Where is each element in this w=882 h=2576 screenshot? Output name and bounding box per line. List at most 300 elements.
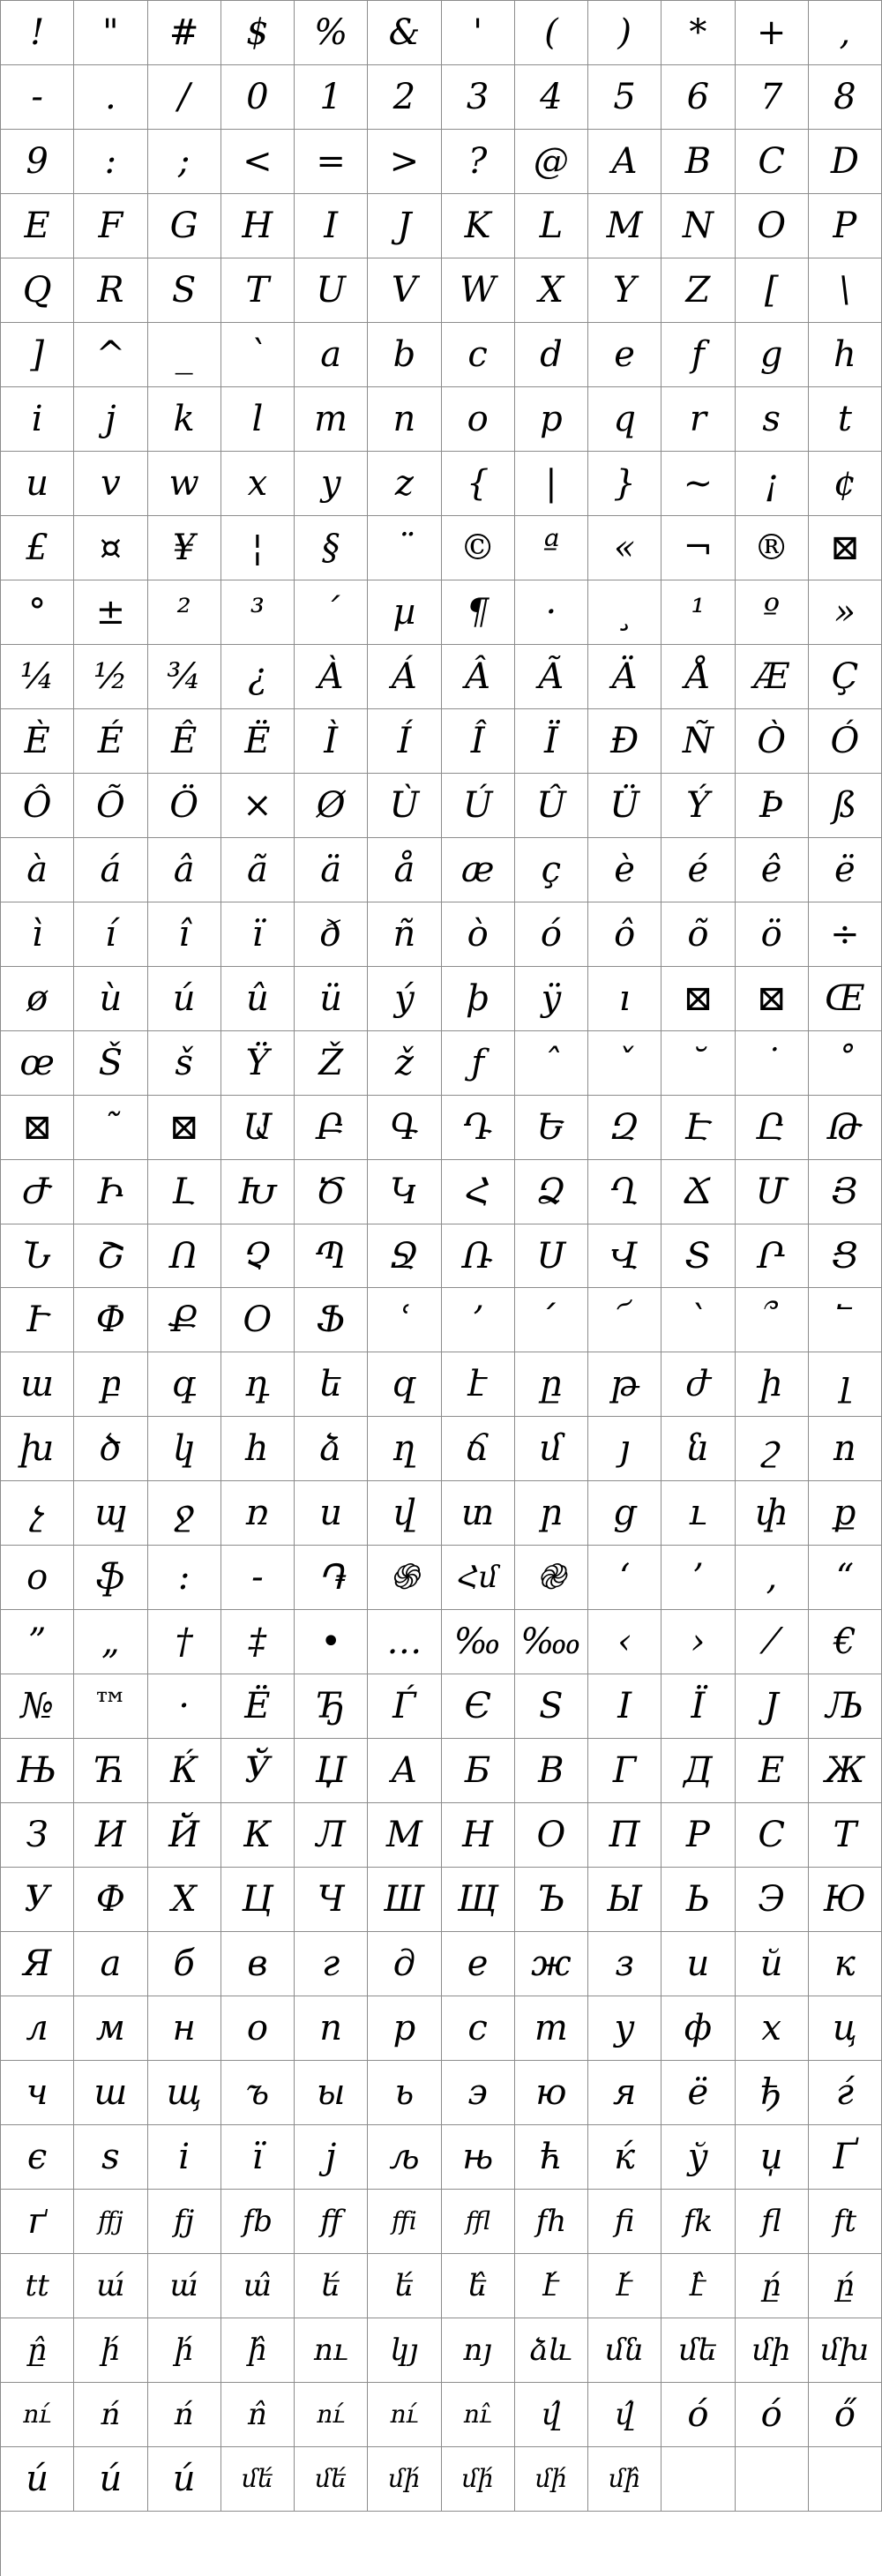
glyph-cell: ւ — [662, 1481, 735, 1546]
glyph-cell: ճ — [442, 1417, 515, 1481]
glyph-cell: ¥ — [148, 516, 221, 580]
glyph-cell: P — [809, 194, 882, 258]
glyph-cell: ! — [1, 1, 74, 65]
glyph-cell: ı — [588, 967, 662, 1031]
glyph-cell: 3 — [442, 65, 515, 130]
glyph-cell: % — [295, 1, 368, 65]
glyph-cell: ² — [148, 580, 221, 645]
glyph-cell: մն — [588, 2318, 662, 2383]
glyph-cell: ý — [368, 967, 441, 1031]
glyph-cell: ß — [809, 774, 882, 838]
glyph-cell: † — [148, 1610, 221, 1674]
glyph-cell: Й — [148, 1803, 221, 1868]
glyph-cell: Ê — [148, 709, 221, 774]
glyph-cell: Զ — [588, 1096, 662, 1160]
glyph-cell: ֎ — [515, 1546, 588, 1610]
glyph-cell: fh — [515, 2190, 588, 2254]
glyph-cell: մ — [515, 1417, 588, 1481]
glyph-cell: î — [148, 902, 221, 967]
glyph-cell: ˇ — [588, 1031, 662, 1096]
glyph-cell: К — [221, 1803, 295, 1868]
glyph-cell: ™ — [74, 1674, 147, 1739]
glyph-cell: > — [368, 130, 441, 194]
glyph-cell: ffj — [74, 2190, 147, 2254]
glyph-cell: t — [809, 387, 882, 452]
glyph-cell: ë — [809, 838, 882, 902]
glyph-cell: i — [1, 387, 74, 452]
glyph-cell: Ղ — [588, 1160, 662, 1224]
glyph-cell: Е — [736, 1739, 809, 1803]
glyph-cell: ջ — [148, 1481, 221, 1546]
glyph-cell: : — [148, 1546, 221, 1610]
glyph-cell: fj — [148, 2190, 221, 2254]
glyph-cell: и — [662, 1932, 735, 1996]
glyph-cell: M — [588, 194, 662, 258]
glyph-cell: W — [442, 258, 515, 323]
empty-glyph-cell — [736, 2447, 809, 2512]
glyph-cell: & — [368, 1, 441, 65]
glyph-cell: Ј — [736, 1674, 809, 1739]
glyph-cell: ու́ — [1, 2383, 74, 2447]
glyph-cell: ) — [588, 1, 662, 65]
glyph-cell: ( — [515, 1, 588, 65]
glyph-cell: ՜ — [588, 1288, 662, 1352]
glyph-cell: Ճ — [662, 1160, 735, 1224]
glyph-cell: Р — [662, 1803, 735, 1868]
glyph-cell: ž — [368, 1031, 441, 1096]
glyph-cell: Ó — [809, 709, 882, 774]
glyph-cell: I — [295, 194, 368, 258]
glyph-cell: Օ — [221, 1288, 295, 1352]
glyph-cell: C — [736, 130, 809, 194]
glyph-cell: Ÿ — [221, 1031, 295, 1096]
glyph-cell: Ր — [736, 1224, 809, 1289]
glyph-cell: Š — [74, 1031, 147, 1096]
glyph-cell: ˜ — [74, 1096, 147, 1160]
glyph-cell: à — [1, 838, 74, 902]
glyph-cell: Ь — [662, 1868, 735, 1932]
glyph-cell: . — [74, 65, 147, 130]
glyph-cell: լ — [809, 1352, 882, 1417]
glyph-cell: ⊠ — [809, 516, 882, 580]
glyph-cell: Ց — [809, 1224, 882, 1289]
glyph-cell: ն — [662, 1417, 735, 1481]
glyph-cell: À — [295, 645, 368, 709]
glyph-cell: Ш — [368, 1868, 441, 1932]
glyph-cell: r — [662, 387, 735, 452]
glyph-cell: Ï — [515, 709, 588, 774]
glyph-cell: õ — [662, 902, 735, 967]
glyph-cell: Ժ — [1, 1160, 74, 1224]
glyph-cell: с — [442, 1996, 515, 2061]
glyph-cell: ø — [1, 967, 74, 1031]
glyph-cell: Ж — [809, 1739, 882, 1803]
glyph-cell: ª — [515, 516, 588, 580]
glyph-cell: ու — [295, 2318, 368, 2383]
glyph-cell: Л — [295, 1803, 368, 1868]
glyph-cell: բ — [74, 1352, 147, 1417]
glyph-cell: ⊠ — [736, 967, 809, 1031]
glyph-cell: г — [295, 1932, 368, 1996]
glyph-cell: պ — [74, 1481, 147, 1546]
glyph-cell: Н — [442, 1803, 515, 1868]
glyph-cell: œ — [1, 1031, 74, 1096]
glyph-cell: ? — [442, 130, 515, 194]
glyph-cell: ս — [295, 1481, 368, 1546]
glyph-cell: ¿ — [221, 645, 295, 709]
glyph-cell: р — [368, 1996, 441, 2061]
glyph-cell: ½ — [74, 645, 147, 709]
glyph-cell: T — [221, 258, 295, 323]
glyph-cell: ու́ — [368, 2383, 441, 2447]
glyph-cell: - — [221, 1546, 295, 1610]
glyph-cell: L — [515, 194, 588, 258]
glyph-cell: ա́ — [148, 2254, 221, 2318]
glyph-cell: С — [736, 1803, 809, 1868]
glyph-cell: é — [662, 838, 735, 902]
glyph-cell: Љ — [809, 1674, 882, 1739]
glyph-cell: գ — [148, 1352, 221, 1417]
glyph-cell: ¶ — [442, 580, 515, 645]
glyph-cell: ր — [515, 1481, 588, 1546]
glyph-cell: Д — [662, 1739, 735, 1803]
glyph-cell: յ — [588, 1417, 662, 1481]
glyph-cell: Т — [809, 1803, 882, 1868]
glyph-cell: Ն — [1, 1224, 74, 1289]
glyph-cell: Լ — [148, 1160, 221, 1224]
glyph-cell: њ — [442, 2125, 515, 2190]
glyph-cell: ˙ — [736, 1031, 809, 1096]
glyph-cell: Ë — [221, 1674, 295, 1739]
glyph-cell: б — [148, 1932, 221, 1996]
glyph-cell: н — [148, 1996, 221, 2061]
glyph-cell: Я — [1, 1932, 74, 1996]
glyph-cell: j — [74, 387, 147, 452]
glyph-cell: · — [515, 580, 588, 645]
glyph-cell: g — [736, 323, 809, 387]
glyph-cell: ‹ — [588, 1610, 662, 1674]
glyph-cell: ј — [295, 2125, 368, 2190]
glyph-cell: Q — [1, 258, 74, 323]
glyph-cell: Ы — [588, 1868, 662, 1932]
glyph-cell: Ì — [295, 709, 368, 774]
glyph-cell: ó — [515, 902, 588, 967]
glyph-cell: Ќ — [148, 1739, 221, 1803]
glyph-cell: ո́ — [74, 2383, 147, 2447]
glyph-cell: $ — [221, 1, 295, 65]
glyph-cell: ձև — [515, 2318, 588, 2383]
glyph-cell: Í — [368, 709, 441, 774]
glyph-cell: Մ — [736, 1160, 809, 1224]
glyph-cell: Z — [662, 258, 735, 323]
glyph-cell: Ѓ — [368, 1674, 441, 1739]
glyph-cell: È — [1, 709, 74, 774]
glyph-cell: Э — [736, 1868, 809, 1932]
glyph-cell: ő — [809, 2383, 882, 2447]
glyph-cell: ó — [662, 2383, 735, 2447]
glyph-cell: а — [74, 1932, 147, 1996]
glyph-cell: G — [148, 194, 221, 258]
glyph-cell: Ñ — [662, 709, 735, 774]
glyph-cell: հ — [221, 1417, 295, 1481]
glyph-cell: մխ — [809, 2318, 882, 2383]
glyph-cell: l — [221, 387, 295, 452]
glyph-cell: ⊠ — [1, 1096, 74, 1160]
glyph-cell: Ռ — [442, 1224, 515, 1289]
glyph-cell: И — [74, 1803, 147, 1868]
glyph-cell: fb — [221, 2190, 295, 2254]
glyph-cell: Ä — [588, 645, 662, 709]
glyph-cell: fl — [736, 2190, 809, 2254]
glyph-cell: ф — [662, 1996, 735, 2061]
glyph-cell: к — [809, 1932, 882, 1996]
glyph-cell: տ — [442, 1481, 515, 1546]
glyph-cell: \ — [809, 258, 882, 323]
glyph-cell: Î — [442, 709, 515, 774]
glyph-cell: մե — [662, 2318, 735, 2383]
glyph-cell: ô — [588, 902, 662, 967]
glyph-cell: Դ — [442, 1096, 515, 1160]
glyph-cell: л — [1, 1996, 74, 2061]
glyph-cell: փ — [736, 1481, 809, 1546]
glyph-cell: Ц — [221, 1868, 295, 1932]
glyph-cell: K — [442, 194, 515, 258]
glyph-cell: ] — [1, 323, 74, 387]
glyph-cell: ä — [295, 838, 368, 902]
glyph-cell: ի — [736, 1352, 809, 1417]
glyph-cell: s — [736, 387, 809, 452]
glyph-cell: _ — [148, 323, 221, 387]
glyph-cell: á — [74, 838, 147, 902]
glyph-cell: ’ — [662, 1546, 735, 1610]
glyph-cell: 2 — [368, 65, 441, 130]
glyph-cell: q — [588, 387, 662, 452]
glyph-cell: ¦ — [221, 516, 295, 580]
glyph-cell: › — [662, 1610, 735, 1674]
glyph-cell: » — [809, 580, 882, 645]
glyph-cell: Ф — [74, 1868, 147, 1932]
glyph-cell: ƒ — [442, 1031, 515, 1096]
glyph-cell: ¸ — [588, 580, 662, 645]
glyph-cell: û — [221, 967, 295, 1031]
glyph-cell: Ü — [588, 774, 662, 838]
glyph-cell: ³ — [221, 580, 295, 645]
glyph-cell: ç — [515, 838, 588, 902]
glyph-cell: ‱ — [515, 1610, 588, 1674]
glyph-cell: ց — [588, 1481, 662, 1546]
glyph-cell: § — [295, 516, 368, 580]
glyph-cell: + — [736, 1, 809, 65]
glyph-cell: ք — [809, 1481, 882, 1546]
glyph-cell: д — [368, 1932, 441, 1996]
glyph-cell: ÷ — [809, 902, 882, 967]
glyph-cell: ժ — [662, 1352, 735, 1417]
glyph-cell: ќ — [588, 2125, 662, 2190]
glyph-cell: ՚ — [442, 1288, 515, 1352]
glyph-cell: b — [368, 323, 441, 387]
glyph-cell: Щ — [442, 1868, 515, 1932]
glyph-cell: ¤ — [74, 516, 147, 580]
glyph-cell: Տ — [662, 1224, 735, 1289]
glyph-cell: Ֆ — [295, 1288, 368, 1352]
glyph-cell: ё — [662, 2061, 735, 2125]
glyph-cell: զ — [368, 1352, 441, 1417]
glyph-cell: Ա — [221, 1096, 295, 1160]
glyph-cell: Ђ — [295, 1674, 368, 1739]
glyph-cell: | — [515, 452, 588, 516]
glyph-cell: " — [74, 1, 147, 65]
glyph-cell: z — [368, 452, 441, 516]
glyph-cell: ù — [74, 967, 147, 1031]
glyph-cell: Ґ — [809, 2125, 882, 2190]
glyph-cell: { — [442, 452, 515, 516]
glyph-cell: ⊠ — [662, 967, 735, 1031]
glyph-cell: Ž — [295, 1031, 368, 1096]
glyph-cell: մի́ — [442, 2447, 515, 2512]
glyph-cell: ղ — [368, 1417, 441, 1481]
glyph-cell: a — [295, 323, 368, 387]
glyph-cell: [ — [736, 258, 809, 323]
glyph-cell: ո̂ — [221, 2383, 295, 2447]
glyph-cell: ¼ — [1, 645, 74, 709]
glyph-cell: ” — [1, 1610, 74, 1674]
glyph-cell: ú — [148, 2447, 221, 2512]
glyph-cell: f — [662, 323, 735, 387]
glyph-cell: э — [442, 2061, 515, 2125]
glyph-cell: p — [515, 387, 588, 452]
glyph-cell: է́ — [515, 2254, 588, 2318]
glyph-cell: ° — [1, 580, 74, 645]
glyph-cell: Á — [368, 645, 441, 709]
glyph-cell: Є — [442, 1674, 515, 1739]
glyph-cell: й — [736, 1932, 809, 1996]
glyph-cell: ¹ — [662, 580, 735, 645]
glyph-cell: Պ — [295, 1224, 368, 1289]
glyph-cell: A — [588, 130, 662, 194]
glyph-cell: Ù — [368, 774, 441, 838]
glyph-cell: ѓ — [809, 2061, 882, 2125]
glyph-cell: Ե — [515, 1096, 588, 1160]
glyph-cell: Ў — [221, 1739, 295, 1803]
glyph-cell: 1 — [295, 65, 368, 130]
glyph-cell: æ — [442, 838, 515, 902]
glyph-cell: А — [368, 1739, 441, 1803]
glyph-cell: դ — [221, 1352, 295, 1417]
glyph-cell: ю — [515, 2061, 588, 2125]
glyph-cell: N — [662, 194, 735, 258]
glyph-cell: з — [588, 1932, 662, 1996]
glyph-cell: S — [148, 258, 221, 323]
glyph-cell: չ — [1, 1481, 74, 1546]
glyph-cell: ; — [148, 130, 221, 194]
glyph-cell: ћ — [515, 2125, 588, 2190]
glyph-cell: ± — [74, 580, 147, 645]
glyph-cell: • — [295, 1610, 368, 1674]
glyph-cell: ´ — [295, 580, 368, 645]
glyph-cell: Х — [148, 1868, 221, 1932]
glyph-cell: ь — [368, 2061, 441, 2125]
glyph-cell: J — [368, 194, 441, 258]
glyph-cell: ի́ — [148, 2318, 221, 2383]
glyph-cell: Y — [588, 258, 662, 323]
glyph-cell: ˘ — [662, 1031, 735, 1096]
glyph-cell: Փ — [74, 1288, 147, 1352]
glyph-cell: Ò — [736, 709, 809, 774]
glyph-cell: Ú — [442, 774, 515, 838]
glyph-cell: tt — [1, 2254, 74, 2318]
glyph-cell: ո́ — [148, 2383, 221, 2447]
glyph-cell: Ї — [662, 1674, 735, 1739]
glyph-cell: O — [736, 194, 809, 258]
glyph-cell: o — [442, 387, 515, 452]
glyph-cell: Œ — [809, 967, 882, 1031]
glyph-cell: þ — [442, 967, 515, 1031]
glyph-cell: „ — [74, 1610, 147, 1674]
glyph-cell: Ã — [515, 645, 588, 709]
glyph-cell: ե̂ — [442, 2254, 515, 2318]
glyph-cell: } — [588, 452, 662, 516]
glyph-cell: Ø — [295, 774, 368, 838]
glyph-cell: x — [221, 452, 295, 516]
glyph-cell: ¨ — [368, 516, 441, 580]
glyph-cell: մե́ — [295, 2447, 368, 2512]
glyph-cell: , — [809, 1, 882, 65]
glyph-cell: X — [515, 258, 588, 323]
glyph-cell: խ — [1, 1417, 74, 1481]
glyph-cell: ü — [295, 967, 368, 1031]
glyph-cell: т — [515, 1996, 588, 2061]
glyph-cell: У — [1, 1868, 74, 1932]
glyph-cell: ը́ — [809, 2254, 882, 2318]
glyph-cell: վ — [368, 1481, 441, 1546]
glyph-cell: ffl — [442, 2190, 515, 2254]
glyph-cell: = — [295, 130, 368, 194]
glyph-cell: ՝ — [662, 1288, 735, 1352]
glyph-cell: Õ — [74, 774, 147, 838]
glyph-cell: V — [368, 258, 441, 323]
glyph-cell: ե — [295, 1352, 368, 1417]
glyph-cell: Ç — [809, 645, 882, 709]
glyph-cell: ђ — [736, 2061, 809, 2125]
glyph-cell: ð — [295, 902, 368, 967]
glyph-cell: Ћ — [74, 1739, 147, 1803]
glyph-cell: վ́ — [588, 2383, 662, 2447]
glyph-cell: Հ — [442, 1160, 515, 1224]
glyph-cell: մի — [736, 2318, 809, 2383]
glyph-cell: Ѕ — [515, 1674, 588, 1739]
glyph-cell: Æ — [736, 645, 809, 709]
glyph-cell: Յ — [809, 1160, 882, 1224]
glyph-cell: Ջ — [368, 1224, 441, 1289]
glyph-cell: · — [148, 1674, 221, 1739]
glyph-cell: µ — [368, 580, 441, 645]
glyph-cell: ոյ — [442, 2318, 515, 2383]
glyph-cell: Բ — [295, 1096, 368, 1160]
glyph-cell: Њ — [1, 1739, 74, 1803]
glyph-cell: * — [662, 1, 735, 65]
glyph-cell: í — [74, 902, 147, 967]
glyph-cell: Å — [662, 645, 735, 709]
glyph-cell: D — [809, 130, 882, 194]
glyph-cell: է — [442, 1352, 515, 1417]
glyph-cell: ե́ — [368, 2254, 441, 2318]
glyph-cell: է́ — [588, 2254, 662, 2318]
glyph-cell: e — [588, 323, 662, 387]
glyph-cell: Ю — [809, 1868, 882, 1932]
glyph-cell: Â — [442, 645, 515, 709]
empty-glyph-cell — [809, 2447, 882, 2512]
glyph-cell: ¢ — [809, 452, 882, 516]
